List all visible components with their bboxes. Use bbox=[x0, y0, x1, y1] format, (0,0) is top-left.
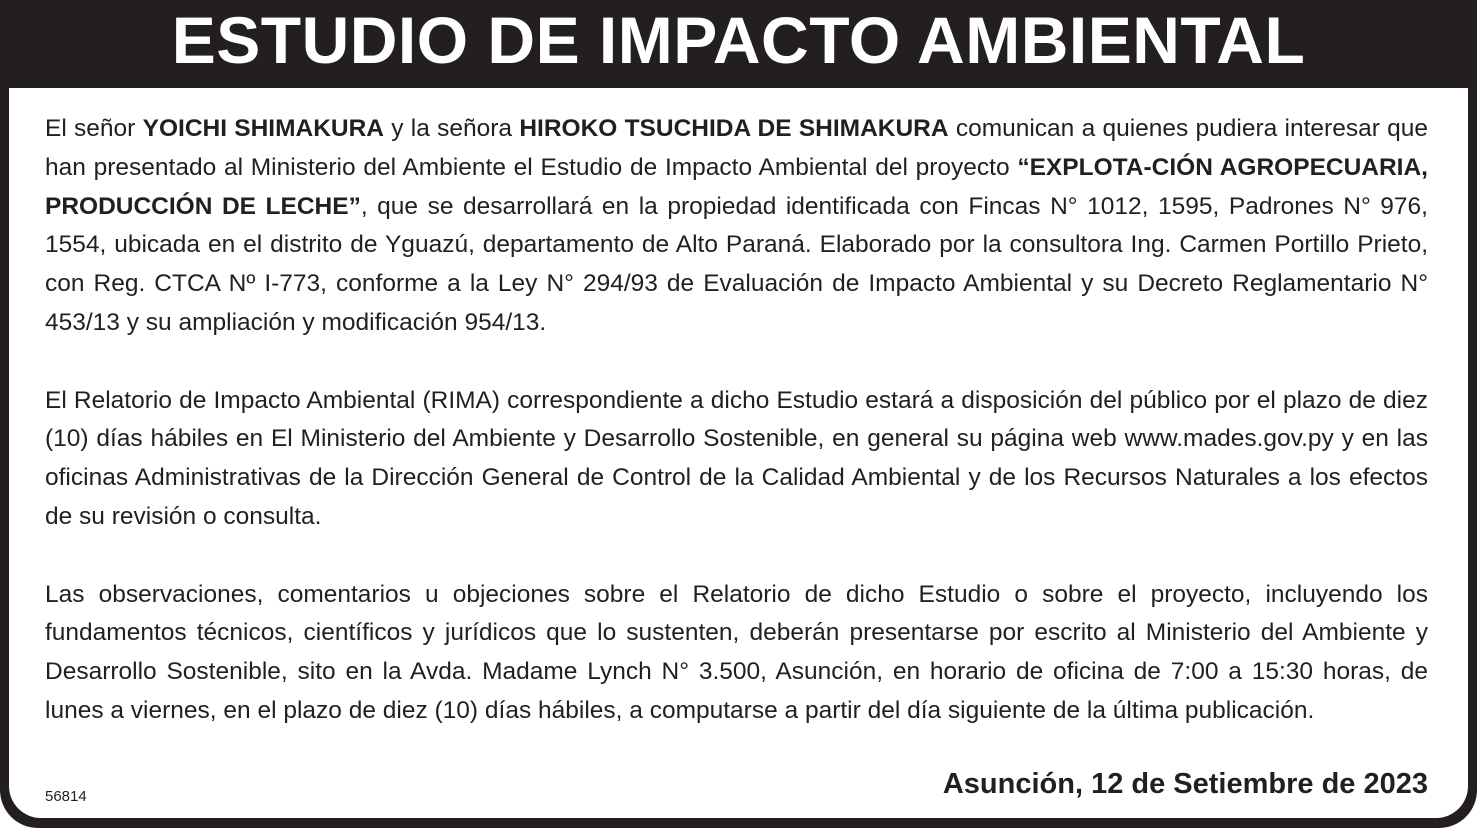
paragraph-text: comunican a quienes pudiera interesar que han presentado al Ministerio del Ambiente el Estudio de Impacto Ambiental del proyecto bbox=[45, 115, 1429, 181]
paragraph-availability: El Relatorio de Impacto Ambiental (RIMA) correspondiente a dicho Estudio estará a disposición del público por el plazo de diez (10) días hábiles en El Ministerio del Ambiente y Desarrollo Sostenible, en general su página web www.mades.gov.py y en las oficinas Administrativas de la Dirección General de Control de la Calidad Ambiental y de los Recursos Naturales a los efectos de su revisión o consulta. bbox=[45, 386, 1428, 530]
applicant-name-2: HIROKO TSUCHIDA DE SHIMAKURA bbox=[519, 115, 949, 142]
notice-body bbox=[45, 110, 1428, 770]
applicant-name-1: YOICHI SHIMAKURA bbox=[142, 115, 384, 142]
paragraph-announcement bbox=[45, 110, 1428, 343]
paragraph-text: y la señora bbox=[384, 115, 520, 142]
paragraph-observations: Las observaciones, comentarios u objeciones sobre el Relatorio de dicho Estudio o sobre el proyecto, incluyendo los fundamentos técnicos, científicos y jurídicos que lo sustenten, deberán presentarse por escrito al Ministerio del Ambiente y Desarrollo Sostenible, sito en la Avda. Madame Lynch N° 3.500, Asunción, en horario de oficina de 7:00 a 15:30 horas, de lunes a viernes, en el plazo de diez (10) días hábiles, a computarse a partir del día siguiente de la última publicación. bbox=[45, 580, 1428, 724]
notice-title: ESTUDIO DE IMPACTO AMBIENTAL bbox=[171, 3, 1306, 77]
ad-code: 56814 bbox=[45, 788, 87, 805]
project-name: “EXPLOTA-CIÓN AGROPECUARIA, PRODUCCIÓN DE LECHE” bbox=[45, 153, 1428, 220]
place-and-date: Asunción, 12 de Setiembre de 2023 bbox=[942, 768, 1428, 800]
paragraph-text: El señor bbox=[45, 115, 143, 142]
notice-body-panel bbox=[9, 88, 1468, 818]
paragraph-text: , que se desarrollará en la propiedad identificada con Fincas N° 1012, 1595, Padrones N° 976, 1554, ubicada en el distrito de Yguazú, departamento de Alto Paraná. Elaborado por la consultora Ing. Carmen Portillo Prieto, con Reg. CTCA Nº I-773, conforme a la Ley N° 294/93 de Evaluación de Impacto Ambiental y su Decreto Reglamentario N° 453/13 y su ampliación y modificación 954/13. bbox=[45, 192, 1428, 336]
